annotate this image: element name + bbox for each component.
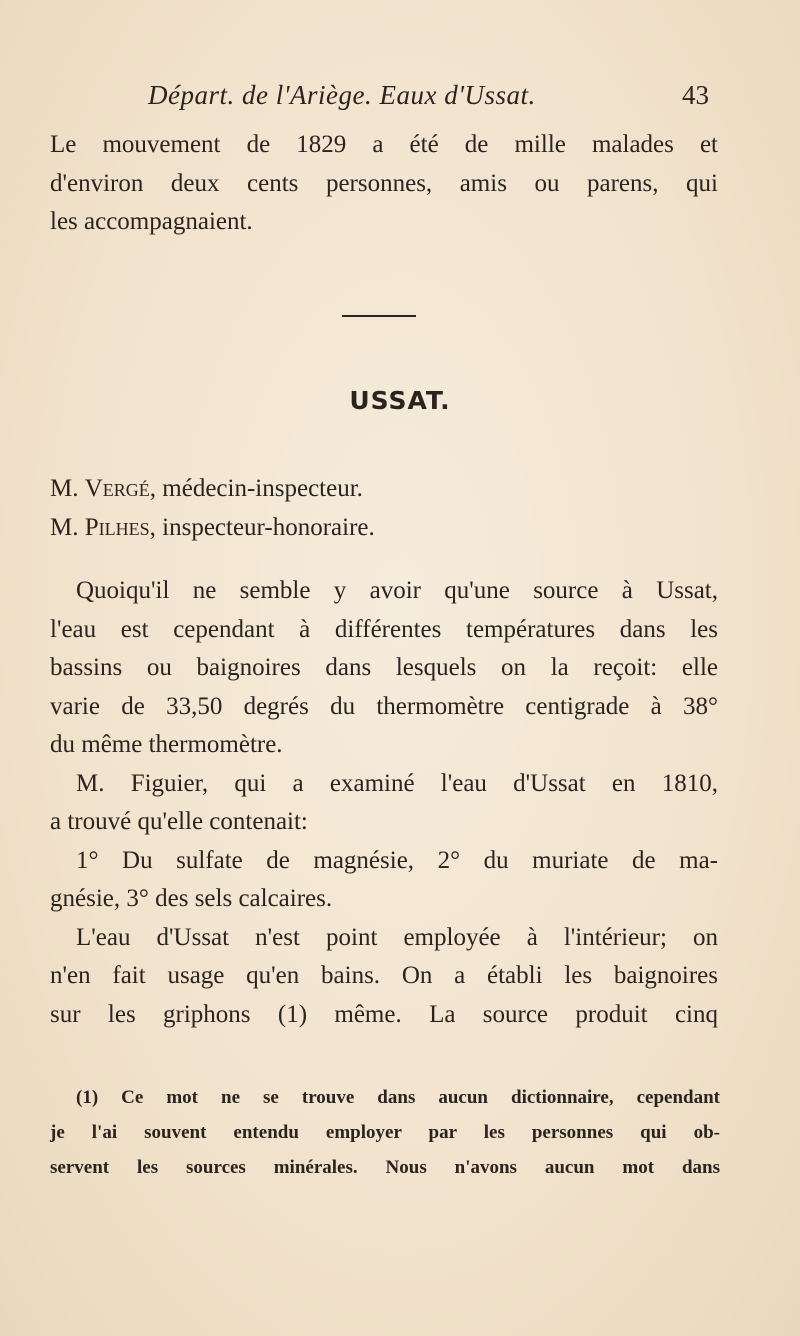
text-line: a trouvé qu'elle contenait: — [50, 808, 308, 835]
text-line: M. Figuier, qui a examiné l'eau d'Ussat en 1810, — [76, 769, 718, 797]
text-line: d'environ deux cents personnes, amis ou parens, qui — [50, 169, 718, 197]
staff-prefix: M. — [50, 513, 85, 541]
text-line: Quoiqu'il ne semble y avoir qu'une source à Ussat, — [76, 577, 718, 604]
text-line: Le mouvement de 1829 a été de mille malades et — [50, 131, 718, 158]
text-line: sur les griphons (1) même. La source produit cinq — [50, 1000, 718, 1028]
text-line: varie de 33,50 degrés du thermomètre centigrade à 38° — [50, 692, 718, 720]
footnote-line: servent les sources minérales. Nous n'avons aucun mot dans — [50, 1157, 720, 1178]
page-header — [0, 76, 800, 116]
intro-paragraph — [50, 126, 718, 242]
text-line: 1° Du sulfate de magnésie, 2° du muriate de ma- — [76, 846, 718, 874]
paragraph — [50, 572, 718, 765]
footnote-line: je l'ai souvent entendu employer par les personnes qui ob- — [50, 1122, 720, 1143]
staff-entry — [50, 470, 375, 509]
staff-list — [50, 470, 375, 547]
paragraph — [50, 765, 718, 842]
text-line: n'en fait usage qu'en bains. On a établi les baignoires — [50, 962, 718, 989]
footnote-line: (1) Ce mot ne se trouve dans aucun dictionnaire, cependant — [76, 1087, 720, 1108]
paragraph — [50, 842, 718, 919]
paragraph — [50, 919, 718, 1035]
section-divider — [342, 315, 416, 317]
staff-prefix: M. — [50, 475, 85, 502]
footnote — [50, 1080, 720, 1185]
text-line: du même thermomètre. — [50, 731, 283, 758]
text-line: L'eau d'Ussat n'est point employée à l'intérieur; on — [76, 923, 718, 951]
text-line: bassins ou baignoires dans lesquels on la reçoit: elle — [50, 654, 718, 681]
body-text — [50, 572, 718, 1034]
running-title: Départ. de l'Ariège. Eaux d'Ussat. — [148, 80, 536, 110]
text-line: l'eau est cependant à différentes températures dans les — [50, 615, 718, 643]
section-heading: USSAT. — [349, 386, 451, 415]
text-line: les accompagnaient. — [50, 208, 253, 235]
staff-name: Pilhes — [84, 513, 150, 541]
staff-role: , inspecteur-honoraire. — [149, 513, 375, 541]
staff-role: , médecin-inspecteur. — [149, 475, 363, 502]
staff-entry — [50, 509, 375, 548]
page-number: 43 — [682, 80, 709, 110]
staff-name: Vergé — [84, 475, 150, 502]
text-line: gnésie, 3° des sels calcaires. — [50, 885, 333, 912]
